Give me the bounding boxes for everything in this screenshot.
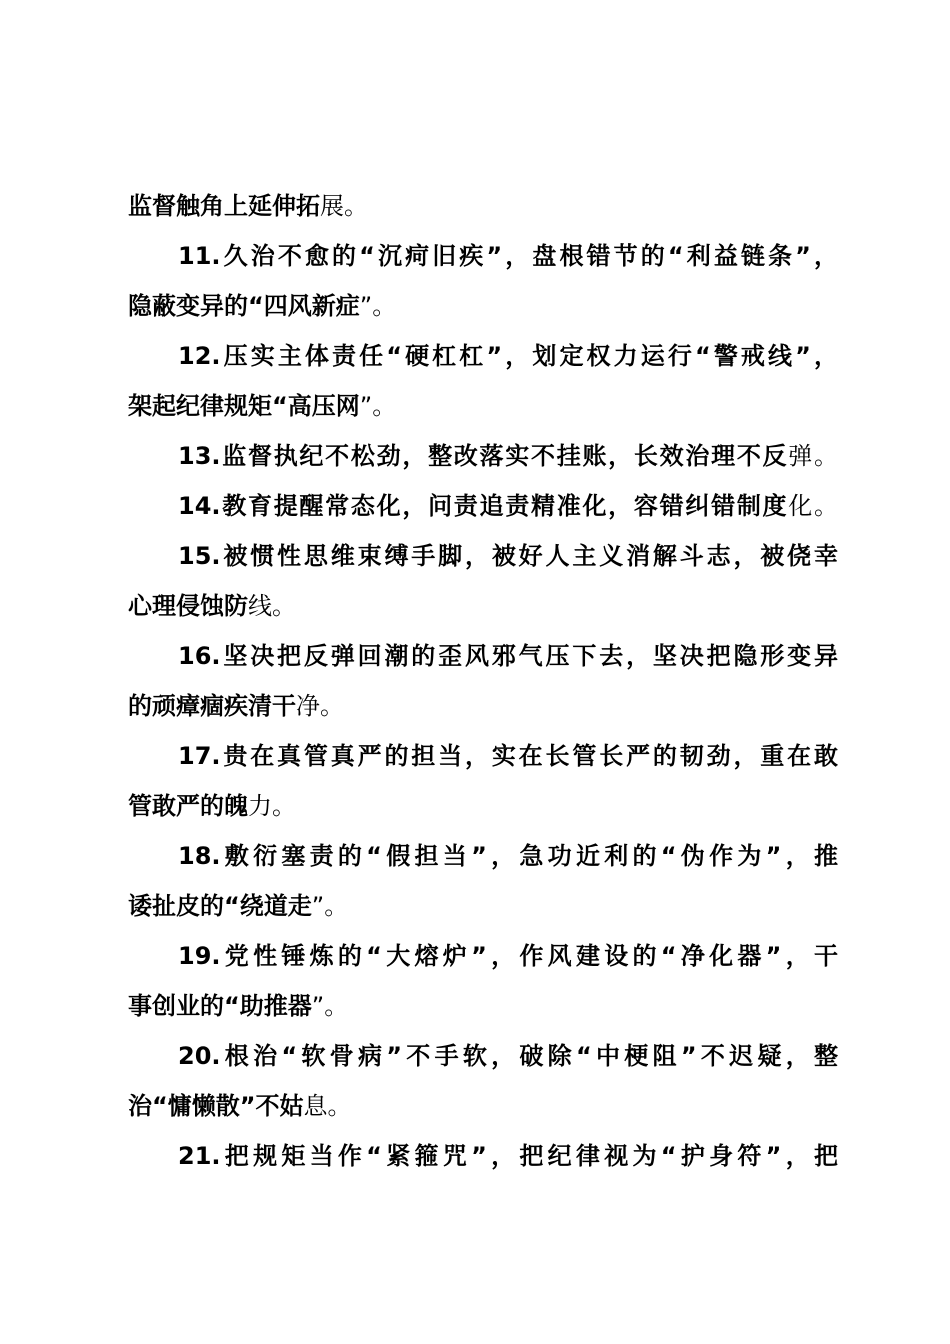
bold-text: 监督触角上延伸拓 xyxy=(128,192,320,220)
bold-text: 14.教育提醒常态化，问责追责精准化，容错纠错制度 xyxy=(178,492,789,520)
regular-text: 力。 xyxy=(248,792,296,820)
text-line-8 xyxy=(178,540,838,572)
text-line-7 xyxy=(178,490,838,522)
bold-text: 13.监督执纪不松劲，整改落实不挂账，长效治理不反 xyxy=(178,442,789,470)
text-line-10 xyxy=(178,640,838,672)
text-line-11 xyxy=(128,690,838,722)
bold-text: 心理侵蚀防 xyxy=(128,592,248,620)
regular-text: ”。 xyxy=(311,892,349,920)
bold-text: 16.坚决把反弹回潮的歪风邪气压下去，坚决把隐形变异 xyxy=(178,642,838,670)
regular-text: ”。 xyxy=(359,292,397,320)
bold-text: 17.贵在真管真严的担当，实在长管长严的韧劲，重在敢 xyxy=(178,742,838,770)
text-line-12 xyxy=(178,740,838,772)
text-line-1 xyxy=(128,190,838,222)
regular-text: ”。 xyxy=(311,992,349,1020)
regular-text: 息。 xyxy=(303,1092,352,1120)
text-line-19 xyxy=(128,1090,838,1122)
bold-text: 19.党性锤炼的“大熔炉”，作风建设的“净化器”，干 xyxy=(178,942,838,970)
regular-text: 线。 xyxy=(248,592,296,620)
text-line-18 xyxy=(178,1040,838,1072)
regular-text: 净。 xyxy=(296,692,344,720)
bold-text: 的顽瘴痼疾清干 xyxy=(128,692,296,720)
regular-text: 弹。 xyxy=(788,442,838,470)
bold-text: 18.敷衍塞责的“假担当”，急功近利的“伪作为”，推 xyxy=(178,842,838,870)
text-line-13 xyxy=(128,790,838,822)
bold-text: 12.压实主体责任“硬杠杠”，划定权力运行“警戒线”， xyxy=(178,342,838,370)
bold-text: 21.把规矩当作“紧箍咒”，把纪律视为“护身符”，把 xyxy=(178,1142,838,1170)
text-line-16 xyxy=(178,940,838,972)
text-line-5 xyxy=(128,390,838,422)
bold-text: 20.根治“软骨病”不手软，破除“中梗阻”不迟疑，整 xyxy=(178,1042,838,1070)
text-line-9 xyxy=(128,590,838,622)
regular-text: ”。 xyxy=(359,392,397,420)
bold-text: 事创业的“助推器 xyxy=(128,992,312,1020)
regular-text: 化。 xyxy=(788,492,838,520)
text-line-15 xyxy=(128,890,838,922)
bold-text: 治“慵懒散”不姑 xyxy=(128,1092,304,1120)
text-line-3 xyxy=(128,290,838,322)
text-line-2 xyxy=(178,240,838,272)
regular-text: 展。 xyxy=(320,192,368,220)
bold-text: 架起纪律规矩“高压网 xyxy=(128,392,360,420)
text-line-17 xyxy=(128,990,838,1022)
bold-text: 管敢严的魄 xyxy=(128,792,248,820)
text-line-14 xyxy=(178,840,838,872)
text-line-6 xyxy=(178,440,838,472)
text-line-20 xyxy=(178,1140,838,1172)
bold-text: 诿扯皮的“绕道走 xyxy=(128,892,312,920)
bold-text: 隐蔽变异的“四风新症 xyxy=(128,292,360,320)
bold-text: 15.被惯性思维束缚手脚，被好人主义消解斗志，被侥幸 xyxy=(178,542,838,570)
text-line-4 xyxy=(178,340,838,372)
bold-text: 11.久治不愈的“沉疴旧疾”，盘根错节的“利益链条”， xyxy=(178,242,838,270)
